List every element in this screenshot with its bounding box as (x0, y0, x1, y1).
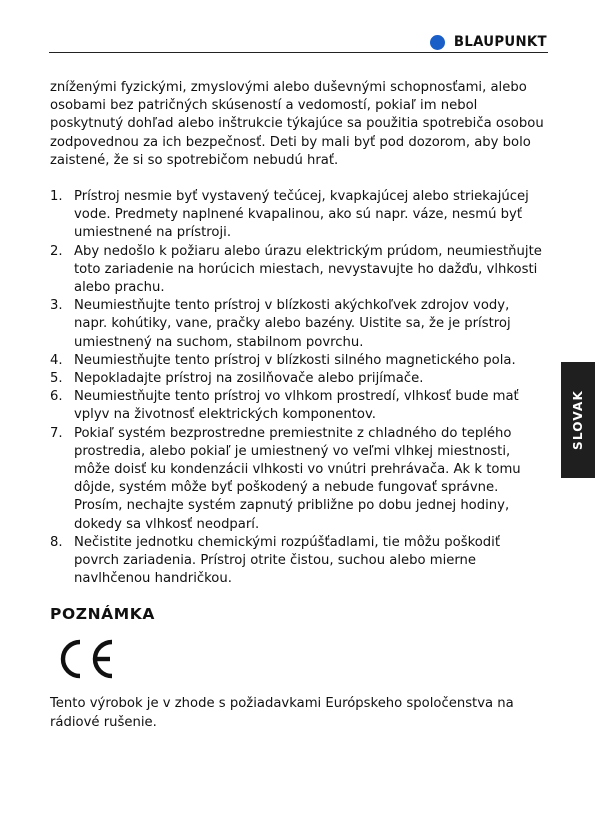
safety-list (50, 188, 546, 588)
list-item-text: Neumiestňujte tento prístroj v blízkosti akýchkoľvek zdrojov vody, napr. kohútiky, vane, pračky alebo bazény. Uistite sa, že je prístroj umiestnený na suchom, stabilnom povrchu. (74, 298, 511, 350)
list-item (50, 370, 546, 388)
list-item-text: Nepokladajte prístroj na zosilňovače alebo prijímače. (74, 371, 424, 387)
list-item-text: Nečistite jednotku chemickými rozpúšťadlami, tie môžu poškodiť povrch zariadenia. Prístroj otrite čistou, suchou alebo mierne navlhčenou handričkou. (74, 534, 501, 587)
brand-logo (430, 33, 547, 51)
page-content (50, 79, 546, 732)
list-item-number: 1. (50, 189, 63, 205)
list-item-text: Pokiaľ systém bezprostredne premiestnite z chladného do teplého prostredia, alebo pokiaľ je umiestnený vo veľmi vlhkej miestnosti, môže doisť ku kondenzácii vlhkosti vo vnútri prehrávača. Ak k tomu dôjde, systém môže byť poškodený a nebude fungovať správne. Prosím, nechajte systém zapnutý približne po dobu jednej hodiny, dokedy sa vlhkosť neodparí. (74, 425, 521, 532)
compliance-text: Tento výrobok je v zhode s požiadavkami Európskeho spoločenstva na rádiové rušenie. (50, 696, 514, 730)
list-item-number: 4. (50, 352, 63, 368)
list-item (50, 425, 546, 534)
list-item-text: Prístroj nesmie byť vystavený tečúcej, kvapkajúcej alebo striekajúcej vode. Predmety naplnené kvapalinou, ako sú napr. váze, nesmú byť umiestnené na prístroji. (74, 189, 529, 241)
list-item (50, 388, 546, 424)
list-item (50, 297, 546, 352)
list-item-text: Aby nedošlo k požiaru alebo úrazu elektrickým prúdom, neumiestňujte toto zariadenie na horúcich miestach, nevystavujte ho dažďu, vlhkosti alebo prachu. (74, 243, 542, 296)
list-item (50, 188, 546, 243)
language-tab (561, 362, 595, 478)
list-item-text: Neumiestňujte tento prístroj v blízkosti silného magnetického pola. (74, 352, 516, 368)
list-item-number: 8. (50, 534, 63, 550)
list-item-number: 3. (50, 298, 63, 314)
list-item (50, 352, 546, 370)
intro-paragraph: zníženými fyzickými, zmyslovými alebo duševnými schopnosťami, alebo osobami bez patričných skúseností a vedomostí, pokiaľ im nebol poskytnutý dohľad alebo inštrukcie týkajúce sa použitia spotrebiča osobou zodpovednou za ich bezpečnosť. Deti by mali byť pod dozorom, aby bolo zaistené, že si so spotrebičom nebudú hrať. (50, 80, 544, 168)
list-item-number: 6. (50, 389, 63, 405)
list-item-number: 2. (50, 243, 63, 259)
list-item (50, 534, 546, 589)
list-item-number: 5. (50, 371, 63, 387)
brand-dot-icon (430, 35, 445, 50)
header-rule (49, 52, 548, 53)
list-item-number: 7. (50, 425, 63, 441)
note-heading: POZNÁMKA (50, 605, 155, 624)
ce-mark-icon (52, 637, 118, 681)
list-item-text: Neumiestňujte tento prístroj vo vlhkom prostredí, vlhkosť bude mať vplyv na životnosť elektrických komponentov. (74, 389, 519, 423)
language-tab-label: SLOVAK (571, 390, 585, 450)
brand-name: BLAUPUNKT (454, 34, 547, 50)
list-item (50, 243, 546, 298)
